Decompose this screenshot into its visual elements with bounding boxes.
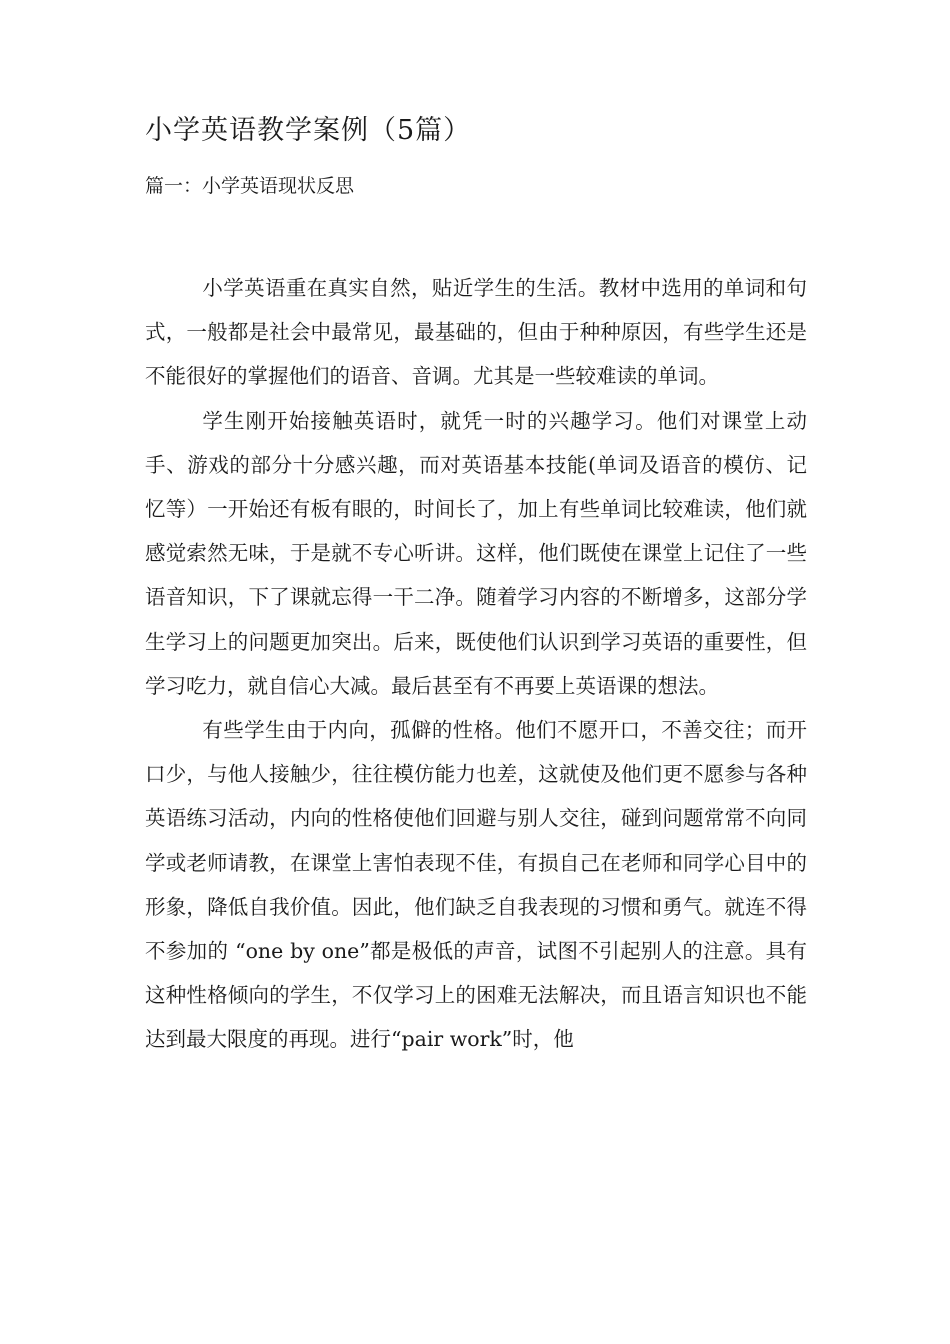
paragraph-3: 有些学生由于内向，孤僻的性格。他们不愿开口，不善交往；而开口少，与他人接触少，往往模仿能力也差，这就使及他们更不愿参与各种英语练习活动，内向的性格使他们回避与别人交往，碰到问题常常不向同学或老师请教，在课堂上害怕表现不佳，有损自己在老师和同学心目中的形象，降低自我价值。因此，他们缺乏自我表现的习惯和勇气。就连不得不参加的 “one by one”都是极低的声音，试图不引起别人的注意。具有这种性格倾向的学生，不仅学习上的困难无法解决，而且语言知识也不能达到最大限度的再现。进行“pair work”时，他 xyxy=(145,718,807,1052)
paragraph-1: 小学英语重在真实自然，贴近学生的生活。教材中选用的单词和句式，一般都是社会中最常见，最基础的，但由于种种原因，有些学生还是不能很好的掌握他们的语音、音调。尤其是一些较难读的单词。 xyxy=(145,276,807,389)
section-heading: 篇一：小学英语现状反思 xyxy=(145,175,355,197)
paragraph-2: 学生刚开始接触英语时，就凭一时的兴趣学习。他们对课堂上动手、游戏的部分十分感兴趣，而对英语基本技能(单词及语音的模仿、记忆等）一开始还有板有眼的，时间长了，加上有些单词比较难读，他们就感觉索然无味，于是就不专心听讲。这样，他们既使在课堂上记住了一些语音知识，下了课就忘得一干二净。随着学习内容的不断增多，这部分学生学习上的问题更加突出。后来，既使他们认识到学习英语的重要性，但学习吃力，就自信心大减。最后甚至有不再要上英语课的想法。 xyxy=(145,408,807,698)
document-title: 小学英语教学案例（5篇） xyxy=(145,115,472,146)
body-text xyxy=(145,266,807,1062)
